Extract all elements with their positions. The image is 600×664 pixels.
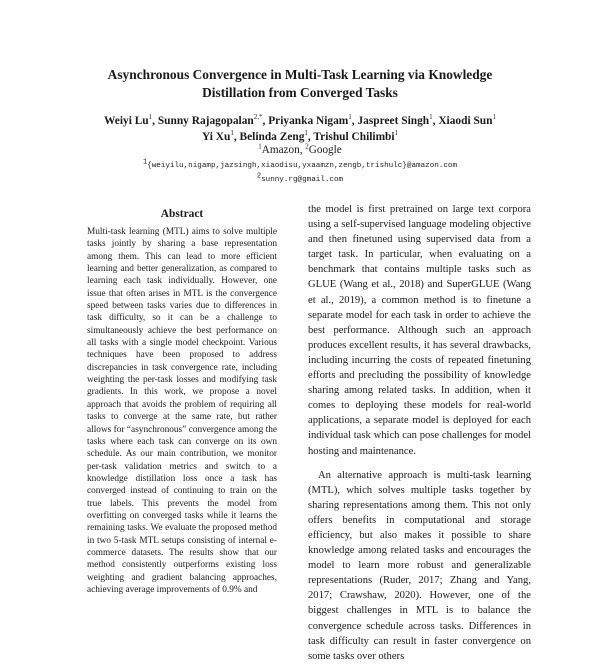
author: Weiyi Lu$^1$,	[104, 113, 158, 127]
affiliations: $^1$Amazon, $^2$Google	[258, 142, 342, 156]
abstract-heading: Abstract	[160, 208, 204, 220]
affiliation-amazon: Amazon	[261, 144, 300, 156]
author: Jaspreet Singh$^1$,	[357, 113, 439, 127]
body-paragraph: the model is first pretrained on large text corpora using a self-supervised language modeling objective and then finetuned using supervised data from a target task. In particular, when evaluating on a benchmark that contains multiple tasks such as GLUE (Wang et al., 2018) and SuperGLUE (Wang et al., 2019), a common method is to finetune a separate model for each task in order to achieve the best performance. Although such an approach produces excellent results, it has several drawbacks, including incurring the costs of repeated finetuning efforts and precluding the possibility of knowledge sharing among related tasks. In addition, when it comes to deploying these models for real-world applications, a separate model is deployed for each individual task which can pose challenges for model hosting and maintenance.	[308, 204, 531, 457]
affiliation-google: Google	[308, 144, 342, 156]
paper-title	[40, 66, 560, 102]
author: Belinda Zeng$^1$,	[239, 129, 314, 143]
title-line-2: Distillation from Converged Tasks	[202, 85, 398, 100]
author-list	[50, 113, 550, 145]
email-line-amazon: {weiyilu,nigamp,jazsingh,xiaodisu,yxaamzn,zengb,trishulc}@amazon.com	[147, 162, 458, 170]
author-emails: $^1${weiyilu,nigamp,jazsingh,xiaodisu,yxaamzn,zengb,trishulc}@amazon.com $^2$sunny.rg@gmail.com	[142, 158, 458, 184]
author: Priyanka Nigam$^1$,	[268, 113, 358, 127]
author: Trishul Chilimbi$^1$	[313, 129, 399, 143]
author: Yi Xu$^1$,	[201, 129, 240, 143]
title-line-1: Asynchronous Convergence in Multi-Task Learning via Knowledge	[107, 67, 493, 82]
body-paragraph: An alternative approach is multi-task learning (MTL), which solves multiple tasks together by sharing representations among them. This not only offers benefits in computational and storage efficiency, but also makes it possible to share knowledge among related tasks and encourages the model to learn more robust and generalizable representations (Ruder, 2017; Zhang and Yang, 2017; Crawshaw, 2020). However, one of the biggest challenges in MTL is to balance the convergence schedule across tasks. Differences in task difficulty can result in faster convergence on some tasks over others	[308, 469, 531, 662]
email-line-gmail: sunny.rg@gmail.com	[261, 176, 344, 184]
right-column-body	[308, 202, 531, 664]
author: Xiaodi Sun$^1$	[438, 113, 496, 127]
abstract-body: Multi-task learning (MTL) aims to solve multiple tasks jointly by sharing a base representation among them. This can lead to more efficient learning and better generalization, as compared to learning each task individually. However, one issue that often arises in MTL is the convergence speed between tasks varies due to differences in task difficulty, so it can be a challenge to simultaneously achieve the best performance on all tasks with a single model checkpoint. Various techniques have been proposed to address discrepancies in task convergence rate, including weighting the per-task losses and modifying task gradients. In this work, we propose a novel approach that avoids the problem of requiring all tasks to converge at the same rate, but rather allows for “asynchronous” convergence among the tasks where each task can converge on its own schedule. As our main contribution, we monitor per-task validation metrics and switch to a knowledge distillation loss once a task has converged instead of continuing to train on the true labels. This prevents the model from overfitting on converged tasks while it learns the remaining tasks. We evaluate the proposed method in two 5-task MTL setups consisting of internal e-commerce datasets. The results show that our method consistently outperforms existing loss weighting and gradient balancing approaches, achieving average improvements of 0.9% and	[87, 227, 277, 595]
author: Sunny Rajagopalan$^{2,*}$,	[157, 113, 269, 127]
